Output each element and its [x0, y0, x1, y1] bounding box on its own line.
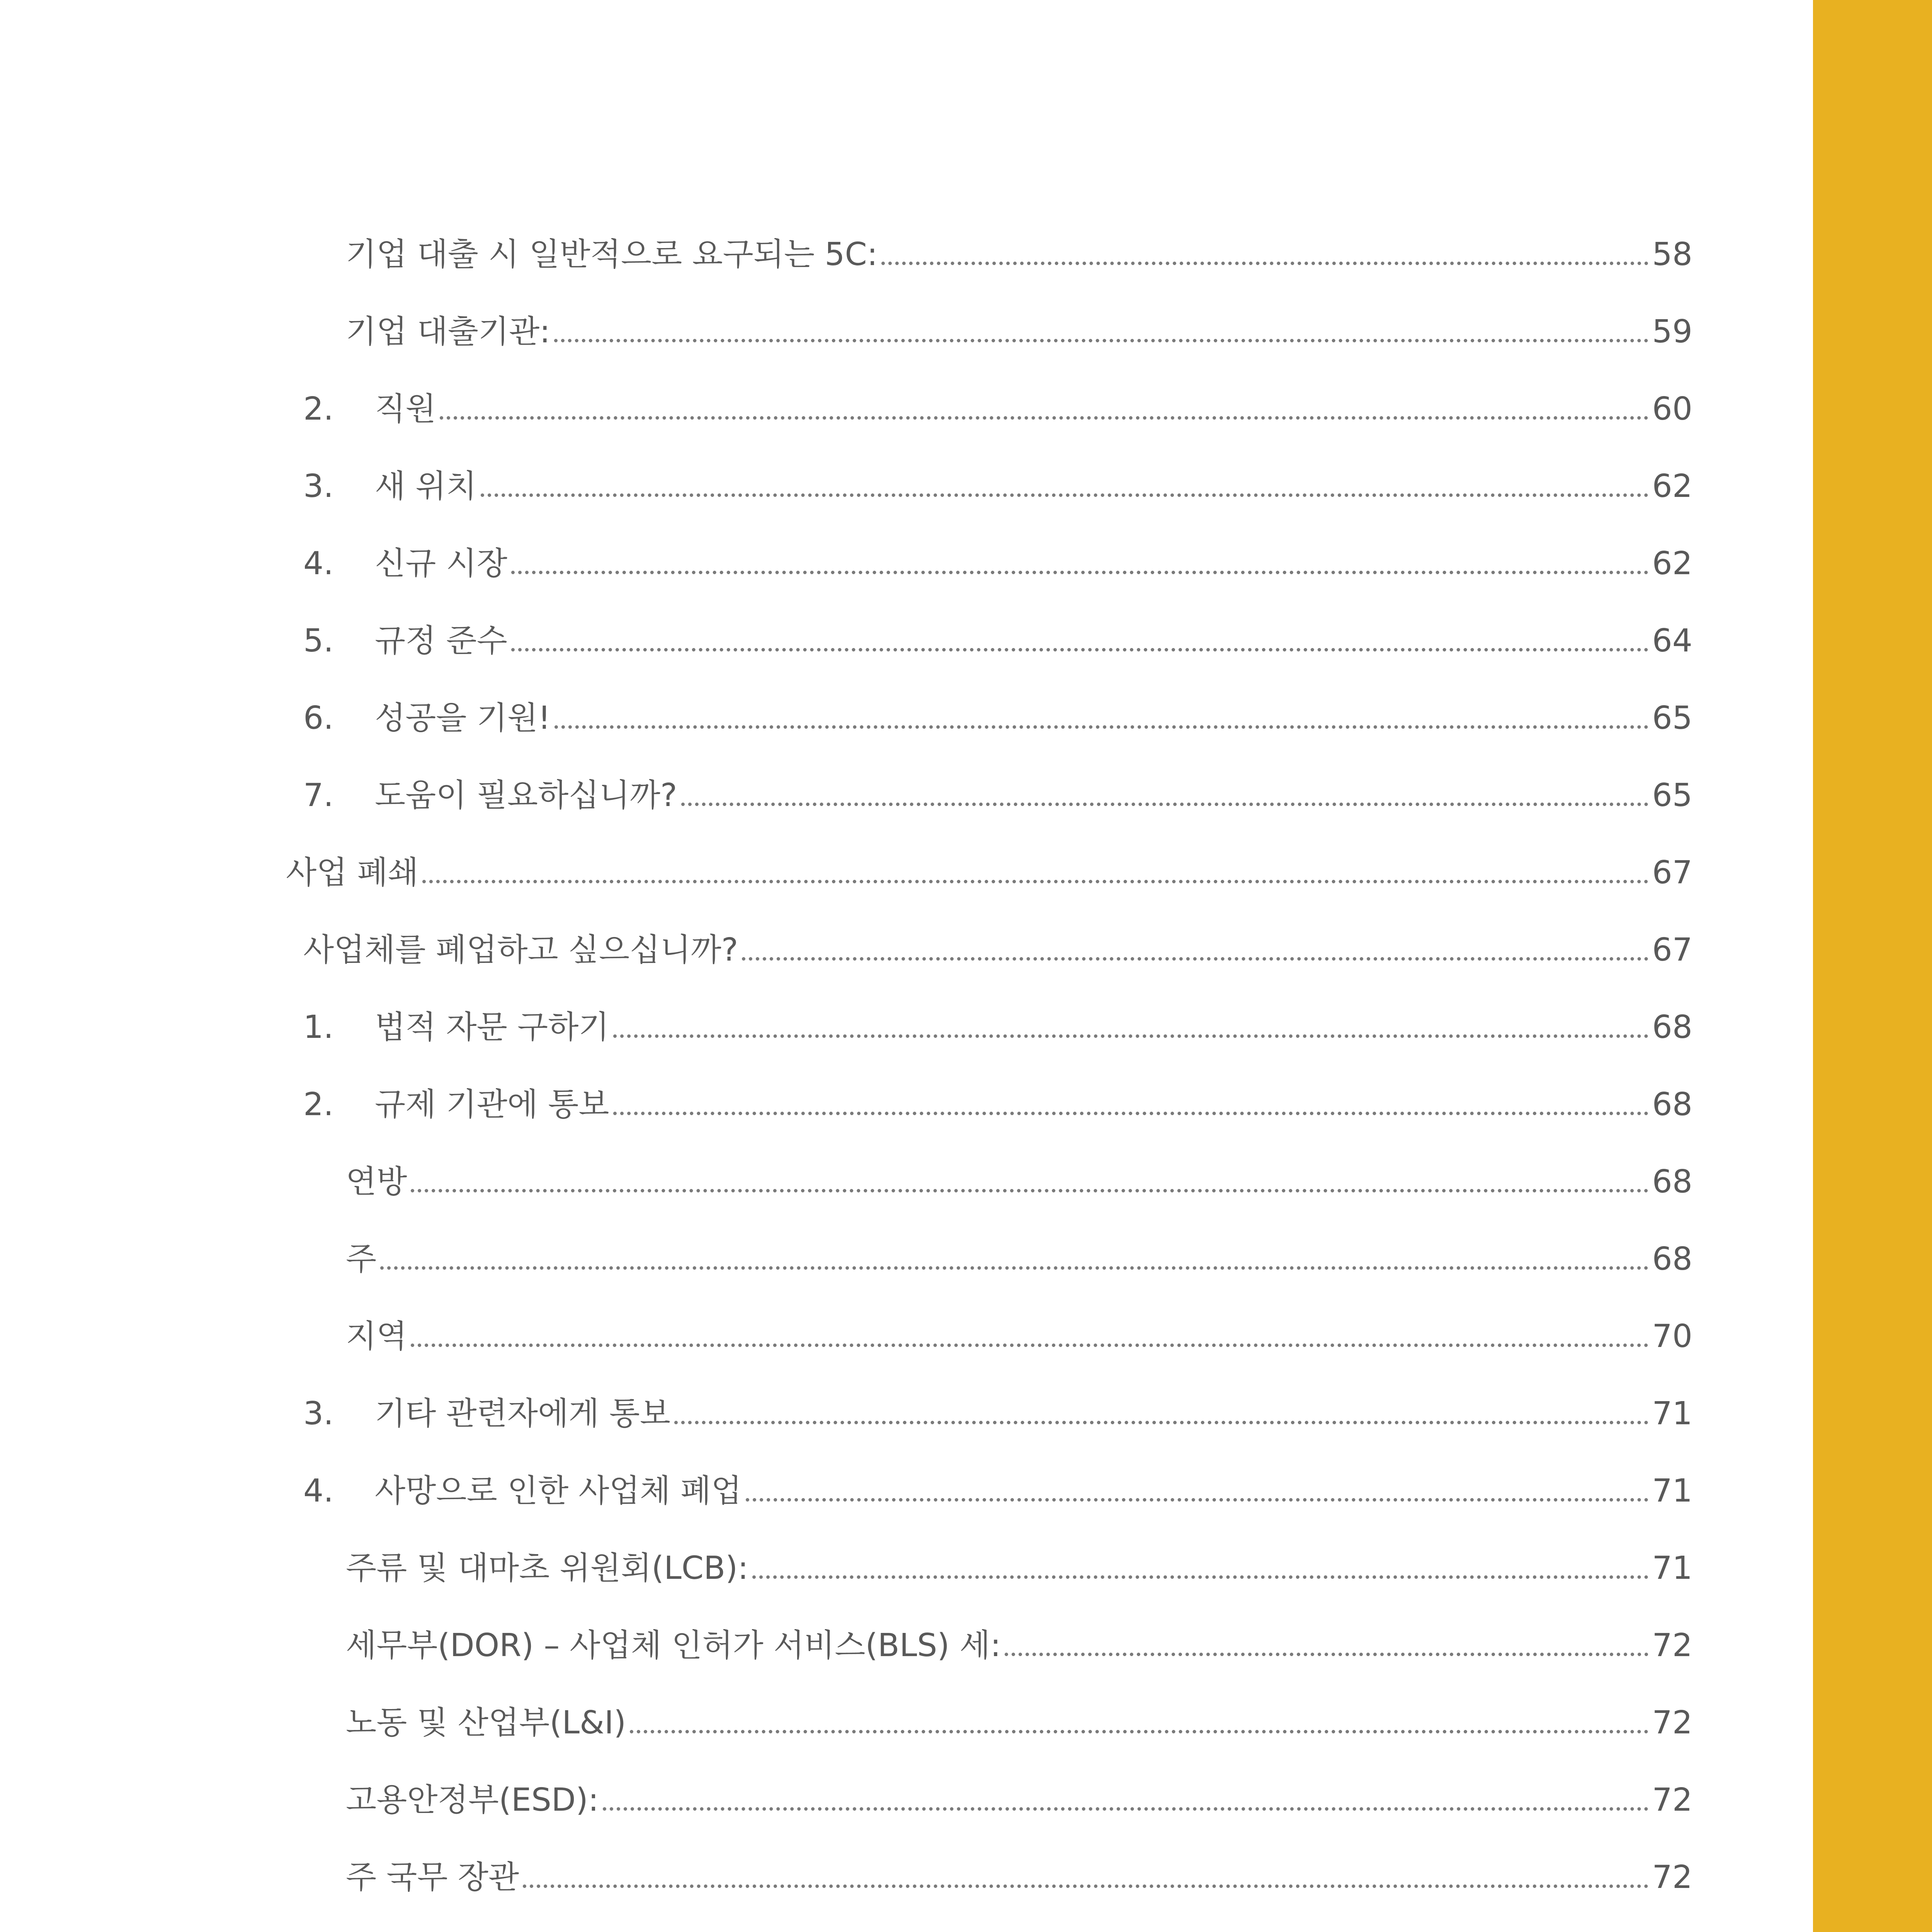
toc-entry-page: 62 [1652, 468, 1692, 505]
toc-entry-title: 고용안정부(ESD): [346, 1782, 599, 1818]
toc-entry[interactable] [346, 1909, 1692, 1932]
toc-dot-leader [881, 262, 1648, 265]
toc-dot-leader [1005, 1653, 1648, 1656]
toc-entry-page: 67 [1652, 854, 1692, 891]
toc-dot-leader [613, 1112, 1648, 1115]
toc-entry[interactable] [303, 363, 1692, 425]
toc-entry[interactable] [303, 750, 1692, 814]
toc-entry-page: 62 [1652, 545, 1692, 582]
toc-dot-leader [422, 880, 1648, 883]
toc-entry[interactable] [303, 440, 1692, 505]
toc-dot-leader [630, 1730, 1648, 1733]
toc-entry-title: 세무부(DOR) – 사업체 인허가 서비스(BLS) 세: [346, 1627, 1001, 1664]
toc-entry-title: 규정 준수 [375, 622, 507, 659]
toc-entry[interactable] [303, 904, 1692, 966]
toc-entry[interactable] [346, 1522, 1692, 1587]
toc-dot-leader [511, 571, 1648, 574]
toc-dot-leader [603, 1807, 1648, 1811]
toc-entry-page: 67 [1652, 932, 1692, 968]
toc-entry-page: 71 [1652, 1395, 1692, 1432]
toc-entry-page: 60 [1652, 391, 1692, 427]
toc-dot-leader [380, 1266, 1648, 1270]
toc-entry[interactable] [346, 209, 1692, 273]
toc-entry-page: 68 [1652, 1009, 1692, 1046]
toc-dot-leader [411, 1189, 1648, 1192]
toc-dot-leader [511, 648, 1648, 651]
toc-dot-leader [554, 725, 1648, 729]
toc-entry-title: 주류 및 대마초 위원회(LCB): [346, 1550, 748, 1587]
toc-entry-page: 68 [1652, 1163, 1692, 1200]
toc-dot-leader [523, 1884, 1648, 1888]
toc-entry-title: 기업 대출기관: [346, 313, 550, 350]
toc-entry-number: 4. [303, 545, 334, 582]
toc-entry-number: 3. [303, 468, 334, 505]
toc-entry-title: 규제 기관에 통보 [375, 1086, 609, 1123]
toc-entry-number: 2. [303, 1086, 334, 1123]
toc-entry[interactable] [303, 672, 1692, 734]
toc-entry-number: 3. [303, 1395, 334, 1432]
toc-entry[interactable] [346, 1600, 1692, 1662]
toc-entry[interactable] [346, 286, 1692, 348]
toc-entry-number: 2. [303, 391, 334, 427]
toc-entry[interactable] [303, 1445, 1692, 1507]
toc-entry-title: 사업 폐쇄 [286, 854, 418, 891]
toc-entry[interactable] [346, 1213, 1692, 1275]
toc-entry-number: 4. [303, 1473, 334, 1509]
toc-entry-number: 1. [303, 1009, 334, 1046]
toc-entry-page: 65 [1652, 700, 1692, 736]
toc-entry-number: 5. [303, 622, 334, 659]
toc-entry-page: 72 [1652, 1859, 1692, 1896]
toc-entry-title: 노동 및 산업부(L&I) [346, 1704, 626, 1741]
toc-entry-title: 사업체를 폐업하고 싶으십니까? [303, 932, 738, 968]
toc-entry-number: 7. [303, 777, 334, 814]
toc-entry[interactable] [346, 1832, 1692, 1896]
toc-entry[interactable] [303, 1368, 1692, 1430]
toc-dot-leader [613, 1034, 1648, 1038]
toc-entry-section[interactable] [286, 827, 1692, 889]
toc-entry-title: 직원 [375, 391, 436, 427]
toc-entry-title: 주 [346, 1241, 377, 1277]
toc-entry-page: 68 [1652, 1086, 1692, 1123]
toc-entry-title: 신규 시장 [375, 545, 507, 582]
toc-entry-title: 사망으로 인한 사업체 폐업 [375, 1473, 742, 1509]
toc-entry-number: 6. [303, 700, 334, 736]
toc-dot-leader [411, 1344, 1648, 1347]
toc-dot-leader [752, 1575, 1648, 1579]
toc-dot-leader [746, 1498, 1648, 1502]
toc-entry-title: 도움이 필요하십니까? [375, 777, 677, 814]
toc-entry-title: 새 위치 [375, 468, 477, 505]
toc-entry-page: 72 [1652, 1627, 1692, 1664]
toc-entry-title: 기업 대출 시 일반적으로 요구되는 5C: [346, 236, 878, 273]
toc-dot-leader [481, 493, 1648, 497]
toc-entry-page: 58 [1652, 236, 1692, 273]
toc-dot-leader [440, 416, 1648, 420]
toc-entry[interactable] [303, 981, 1692, 1046]
toc-dot-leader [742, 957, 1648, 961]
toc-entry-title: 주 국무 장관 [346, 1859, 519, 1896]
toc-entry[interactable] [303, 518, 1692, 580]
toc-entry-title: 지역 [346, 1318, 407, 1355]
toc-dot-leader [554, 339, 1648, 342]
toc-entry-title: 연방 [346, 1163, 407, 1200]
toc-entry[interactable] [346, 1677, 1692, 1739]
toc-entry-page: 64 [1652, 622, 1692, 659]
toc-dot-leader [674, 1421, 1648, 1424]
toc-entry-page: 71 [1652, 1550, 1692, 1587]
toc-dot-leader [681, 803, 1648, 806]
toc-entry-page: 59 [1652, 313, 1692, 350]
toc-entry[interactable] [303, 1059, 1692, 1121]
toc-entry-title: 성공을 기원! [375, 700, 551, 736]
toc-entry[interactable] [303, 595, 1692, 657]
toc-entry-page: 70 [1652, 1318, 1692, 1355]
toc-entry[interactable] [346, 1291, 1692, 1355]
toc-entry-page: 72 [1652, 1782, 1692, 1818]
toc-entry-title: 기타 관련자에게 통보 [375, 1395, 671, 1432]
toc-entry[interactable] [346, 1136, 1692, 1198]
toc-entry-title: 법적 자문 구하기 [375, 1009, 609, 1046]
toc-entry-page: 72 [1652, 1704, 1692, 1741]
toc-entry-page: 68 [1652, 1241, 1692, 1277]
toc-entry-page: 71 [1652, 1473, 1692, 1509]
toc-entry[interactable] [346, 1754, 1692, 1816]
toc-entry-page: 65 [1652, 777, 1692, 814]
